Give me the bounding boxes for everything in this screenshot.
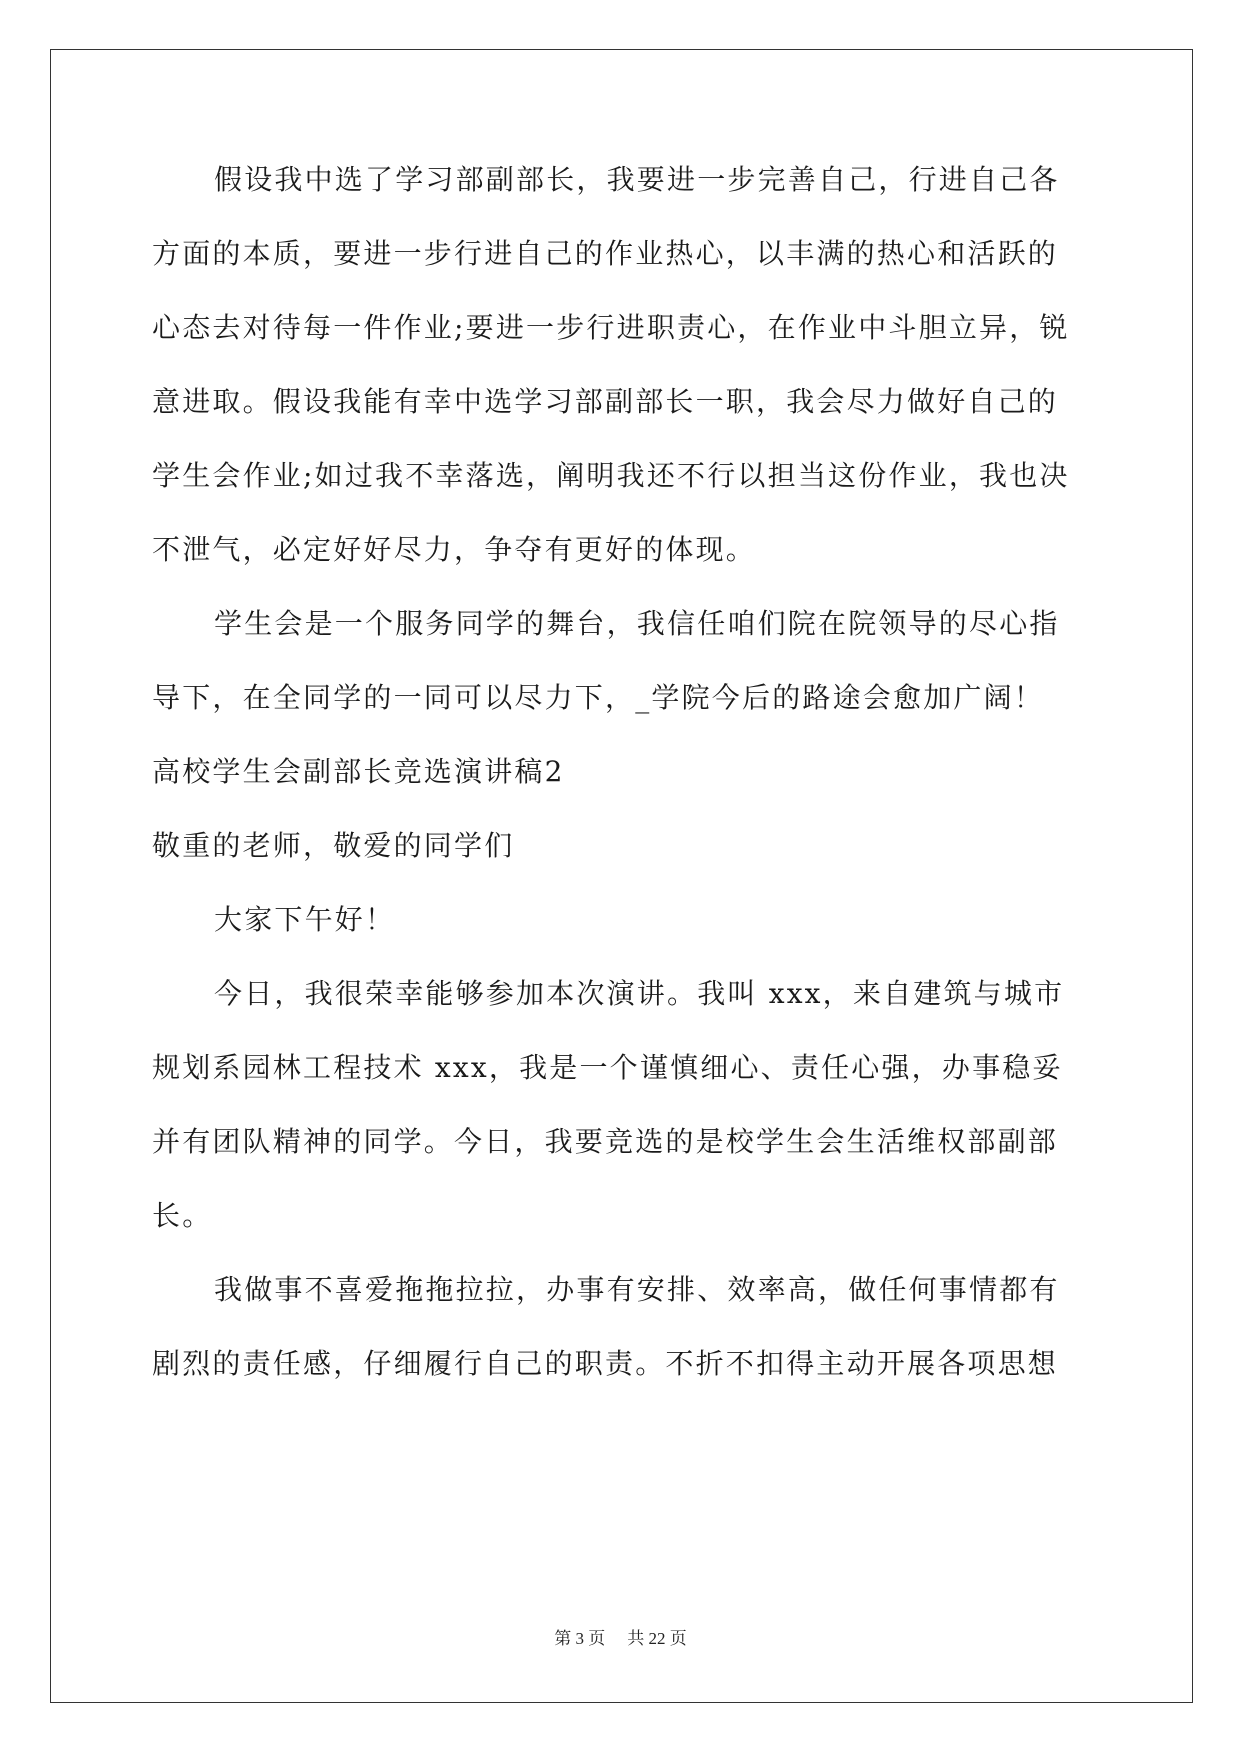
paragraph-line: 学生会是一个服务同学的舞台，我信任咱们院在院领导的尽心指 [214, 607, 1060, 640]
paragraph-line: 方面的本质，要进一步行进自己的作业热心，以丰满的热心和活跃的 [152, 237, 1059, 270]
page-footer [0, 1628, 1241, 1650]
paragraph-line: 规划系园林工程技术 xxx，我是一个谨慎细心、责任心强，办事稳妥 [152, 1051, 1063, 1084]
paragraph-line: 不泄气，必定好好尽力，争夺有更好的体现。 [152, 533, 757, 566]
page-number: 第 3 页 [554, 1629, 606, 1648]
section-heading: 高校学生会副部长竞选演讲稿2 [152, 755, 565, 788]
paragraph-line: 假设我中选了学习部副部长，我要进一步完善自己，行进自己各 [214, 163, 1060, 196]
paragraph-line: 长。 [152, 1199, 213, 1232]
paragraph-line: 剧烈的责任感，仔细履行自己的职责。不折不扣得主动开展各项思想 [152, 1347, 1059, 1380]
salutation-line: 敬重的老师，敬爱的同学们 [152, 829, 515, 862]
paragraph-line: 心态去对待每一件作业;要进一步行进职责心，在作业中斗胆立异，锐 [152, 311, 1070, 344]
page-border [50, 49, 1193, 1703]
page-total: 共 22 页 [627, 1629, 687, 1648]
paragraph-line: 导下，在全同学的一同可以尽力下，_学院今后的路途会愈加广阔！ [152, 681, 1045, 714]
paragraph-line: 我做事不喜爱拖拖拉拉，办事有安排、效率高，做任何事情都有 [214, 1273, 1060, 1306]
greeting-line: 大家下午好！ [214, 903, 396, 936]
paragraph-line: 并有团队精神的同学。今日，我要竞选的是校学生会生活维权部副部 [152, 1125, 1059, 1158]
paragraph-line: 今日，我很荣幸能够参加本次演讲。我叫 xxx，来自建筑与城市 [214, 977, 1065, 1010]
paragraph-line: 意进取。假设我能有幸中选学习部副部长一职，我会尽力做好自己的 [152, 385, 1059, 418]
paragraph-line: 学生会作业;如过我不幸落选，阐明我还不行以担当这份作业，我也决 [152, 459, 1070, 492]
